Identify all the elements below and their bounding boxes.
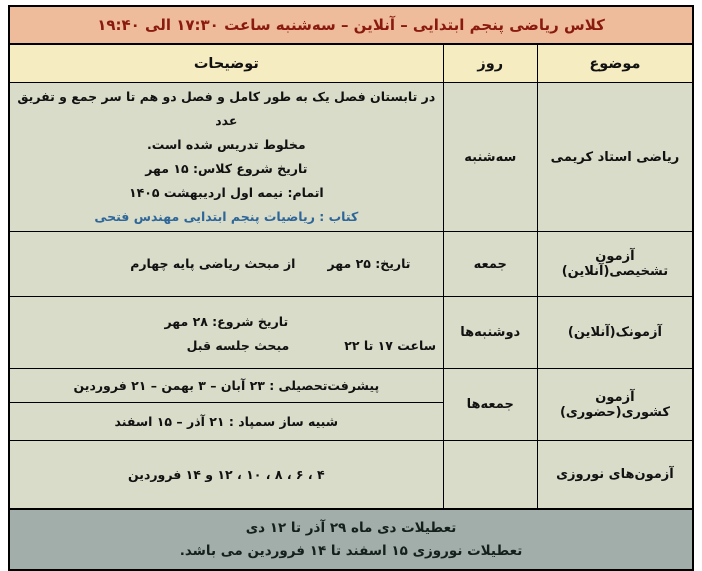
day-cell: جمعه	[443, 232, 537, 297]
book-link[interactable]: کتاب : ریاضیات پنجم ابتدایی مهندس فتحی	[94, 209, 359, 224]
col-header-subject: موضوع	[537, 44, 693, 83]
diagnostic-scope: از مبحث ریاضی پایه چهارم	[130, 256, 296, 271]
header-row	[9, 44, 693, 83]
holidays-note-line2: تعطیلات نوروزی ۱۵ اسفند تا ۱۴ فروردین می باشد.	[179, 543, 523, 559]
details-cell	[9, 297, 443, 369]
azmoonak-time: ساعت ۱۷ تا ۲۲	[344, 337, 437, 353]
subject-cell: آزمون کشوری(حضوری)	[537, 369, 693, 441]
day-cell: سه‌شنبه	[443, 83, 537, 232]
row-national-exam	[9, 369, 693, 403]
col-header-details: توضیحات	[9, 44, 443, 83]
holidays-note	[8, 508, 694, 571]
row-azmoonak	[9, 297, 693, 369]
national-progress-dates: پیشرفت‌تحصیلی : ۲۳ آبان – ۳ بهمن – ۲۱ فروردین	[9, 369, 443, 403]
diagnostic-date: تاریخ: ۲۵ مهر	[327, 256, 411, 271]
subject-cell: آزمون‌های نوروزی	[537, 441, 693, 510]
karimi-desc-line1: در تابستان فصل یک به طور کامل و فصل دو هم تا سر جمع و تفریق عدد	[17, 89, 436, 128]
holidays-note-line1: تعطیلات دی ماه ۲۹ آذر تا ۱۲ دی	[245, 520, 457, 536]
row-nowruz-exams	[9, 441, 693, 510]
national-simulator-dates: شبیه ساز سمپاد : ۲۱ آذر – ۱۵ اسفند	[9, 403, 443, 441]
row-math-karimi	[9, 83, 693, 232]
day-cell: دوشنبه‌ها	[443, 297, 537, 369]
subject-cell: آزمونک(آنلاین)	[537, 297, 693, 369]
details-cell	[9, 83, 443, 232]
day-cell: جمعه‌ها	[443, 369, 537, 441]
schedule-table	[8, 43, 694, 510]
azmoonak-start-date: تاریخ شروع: ۲۸ مهر	[164, 313, 289, 329]
azmoonak-topic: مبحث جلسه قبل	[186, 337, 290, 353]
karimi-end-date: اتمام: نیمه اول اردیبهشت ۱۴۰۵	[128, 185, 324, 200]
details-cell	[9, 232, 443, 297]
subject-cell: آزمون تشخیصی(آنلاین)	[537, 232, 693, 297]
page-title	[8, 5, 694, 45]
row-diagnostic-exam	[9, 232, 693, 297]
karimi-start-date: تاریخ شروع کلاس: ۱۵ مهر	[145, 161, 308, 176]
nowruz-dates: ۴ ، ۶ ، ۸ ، ۱۰ ، ۱۲ و ۱۴ فروردین	[9, 441, 443, 510]
subject-cell: ریاضی استاد کریمی	[537, 83, 693, 232]
karimi-desc-line2: مخلوط تدریس شده است.	[147, 137, 306, 152]
day-cell-empty	[443, 441, 537, 510]
col-header-day: روز	[443, 44, 537, 83]
page-title-text: کلاس ریاضی پنجم ابتدایی – آنلاین – سه‌شنبه ساعت ۱۷:۳۰ الی ۱۹:۴۰	[97, 16, 605, 34]
